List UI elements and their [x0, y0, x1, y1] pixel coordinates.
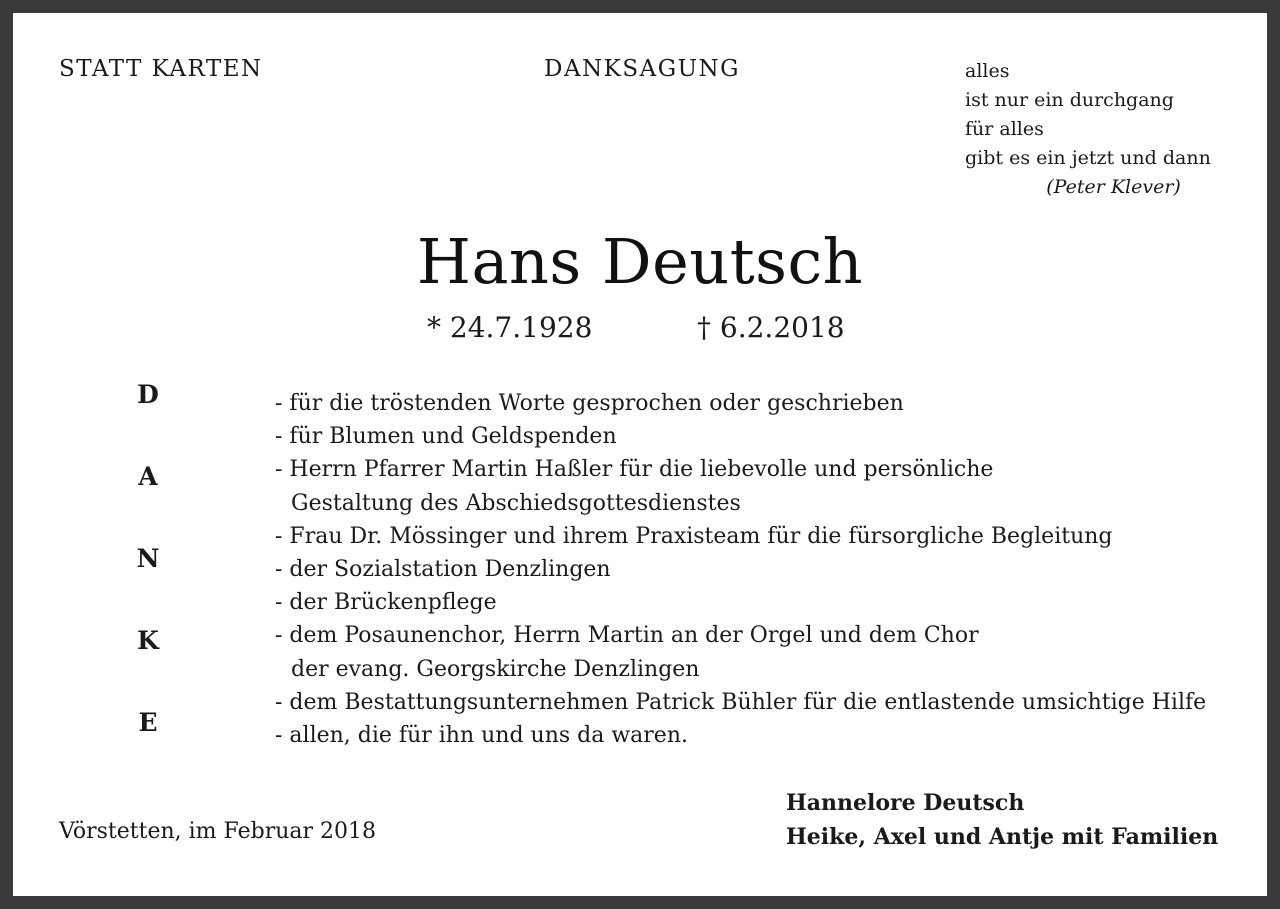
thanks-item-continuation: Gestaltung des Abschiedsgottesdienstes: [291, 490, 741, 516]
poem-line: alles: [965, 60, 1010, 82]
danke-column: [133, 375, 163, 785]
signer-line: Hannelore Deutsch: [786, 790, 1025, 816]
thanks-item: - der Brückenpflege: [275, 590, 497, 616]
death-date: † 6.2.2018: [697, 311, 845, 344]
poem-line: für alles: [965, 118, 1044, 140]
danke-letter: N: [136, 544, 160, 573]
danke-letter: D: [137, 380, 159, 409]
signer-line: Heike, Axel und Antje mit Familien: [786, 824, 1219, 850]
thanks-item: - Frau Dr. Mössinger und ihrem Praxisteam für die fürsorgliche Begleitung: [275, 523, 1113, 549]
thanks-item: - dem Bestattungsunternehmen Patrick Bühler für die entlastende umsichtige Hilfe: [275, 689, 1207, 715]
thanks-list: [275, 387, 1206, 752]
signers: [786, 786, 1218, 854]
danke-letter: A: [138, 462, 158, 491]
birth-date: * 24.7.1928: [427, 311, 593, 344]
danke-letter: E: [138, 708, 158, 737]
thanks-item: - für Blumen und Geldspenden: [275, 424, 617, 450]
deceased-name: Hans Deutsch: [416, 225, 864, 298]
thanks-item: - dem Posaunenchor, Herrn Martin an der Orgel und dem Chor: [275, 623, 979, 649]
poem-line: ist nur ein durchgang: [965, 89, 1174, 111]
thanks-item-continuation: der evang. Georgskirche Denzlingen: [291, 656, 700, 682]
poem: [965, 57, 1211, 202]
poem-line: gibt es ein jetzt und dann: [965, 147, 1211, 169]
danke-letter: K: [137, 626, 159, 655]
place-date: Vörstetten, im Februar 2018: [59, 819, 376, 844]
thanks-item: - Herrn Pfarrer Martin Haßler für die liebevolle und persönliche: [275, 457, 994, 483]
obituary-card: [13, 13, 1267, 896]
header-statt-karten: STATT KARTEN: [59, 56, 263, 82]
thanks-item: - der Sozialstation Denzlingen: [275, 557, 611, 583]
poem-author: (Peter Klever): [1046, 176, 1181, 198]
header-danksagung: DANKSAGUNG: [544, 56, 740, 82]
thanks-item: - allen, die für ihn und uns da waren.: [275, 723, 688, 749]
thanks-item: - für die tröstenden Worte gesprochen oder geschrieben: [275, 391, 904, 416]
